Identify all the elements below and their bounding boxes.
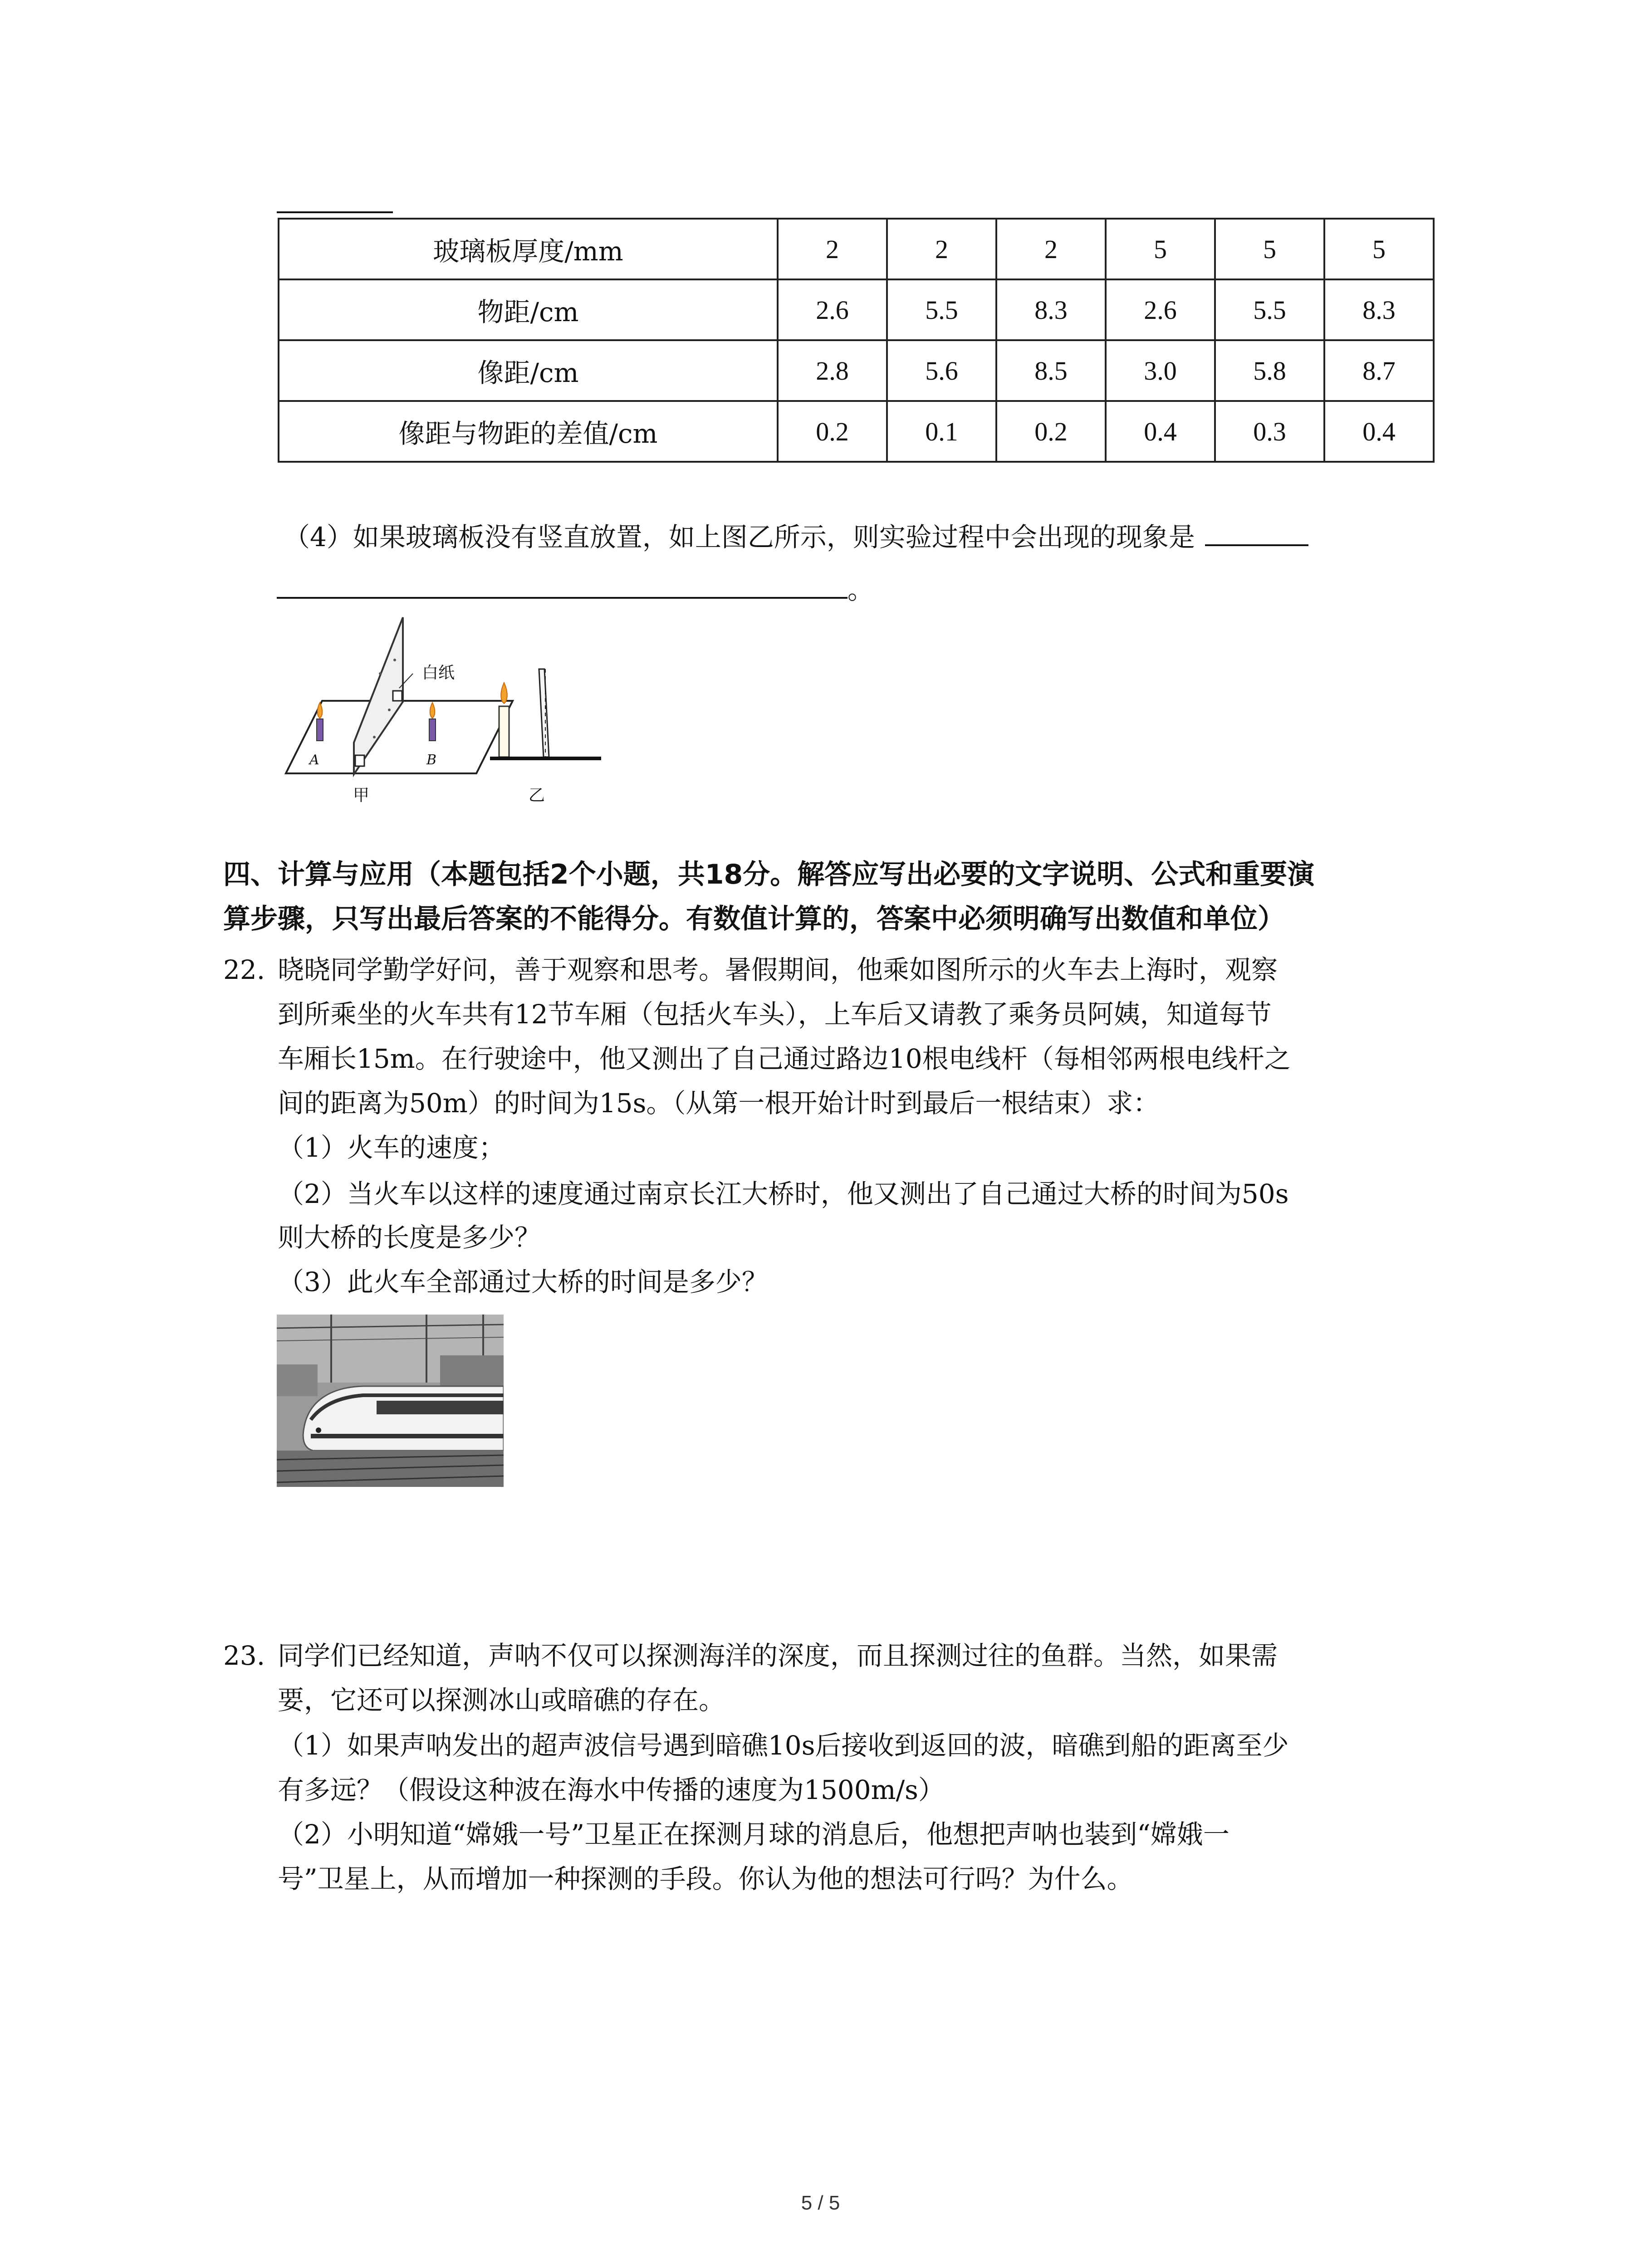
- table-cell: 8.5: [996, 340, 1106, 401]
- q22-sub2-line1: （2）当火车以这样的速度通过南京长江大桥时，他又测出了自己通过大桥的时间为50s: [278, 1178, 1289, 1209]
- candle-yi: [499, 706, 509, 757]
- label-paper: 白纸: [422, 664, 455, 682]
- table-cell: 0.2: [996, 401, 1106, 462]
- q23-sub1-line2: 有多远？（假设这种波在海水中传播的速度为1500m/s）: [278, 1774, 945, 1805]
- table-row: [279, 279, 1434, 340]
- table-cell: 8.7: [1324, 340, 1434, 401]
- q4-text: [284, 515, 1308, 559]
- q22-line-2: 到所乘坐的火车共有12节车厢（包括火车头），上车后又请教了乘务员阿姨，知道每节: [278, 999, 1272, 1030]
- train-photo: [277, 1315, 504, 1487]
- q4-text-line2: [277, 568, 874, 611]
- caption-jia: 甲: [353, 786, 370, 805]
- table-cell: 5.5: [1215, 279, 1324, 340]
- table-cell: 3.0: [1106, 340, 1215, 401]
- table-cell: 0.4: [1324, 401, 1434, 462]
- row-label: 像距与物距的差值/cm: [279, 401, 778, 462]
- candle-b: [429, 719, 436, 741]
- q4-answer-blank-2[interactable]: [277, 570, 847, 599]
- table-cell: 2: [778, 219, 887, 279]
- row-label: 像距/cm: [279, 340, 778, 401]
- row-label: 玻璃板厚度/mm: [279, 219, 778, 279]
- q23-line-1: 同学们已经知道，声呐不仅可以探测海洋的深度，而且探测过往的鱼群。当然，如果需: [278, 1640, 1278, 1671]
- q23-sub1-line1: （1）如果声呐发出的超声波信号遇到暗礁10s后接收到返回的波，暗礁到船的距离至少: [278, 1730, 1289, 1761]
- table-cell: 5: [1324, 219, 1434, 279]
- q22-sub1: （1）火车的速度；: [278, 1132, 505, 1163]
- q22-number: 22.: [223, 954, 265, 985]
- q23-sub2-line1: （2）小明知道“嫦娥一号”卫星正在探测月球的消息后，他想把声呐也装到“嫦娥一: [278, 1819, 1230, 1850]
- table-row: [279, 340, 1434, 401]
- table-cell: 0.1: [887, 401, 996, 462]
- table-cell: 2: [887, 219, 996, 279]
- table-cell: 2: [996, 219, 1106, 279]
- table-cell: 0.4: [1106, 401, 1215, 462]
- q23-line-2: 要，它还可以探测冰山或暗礁的存在。: [278, 1685, 725, 1716]
- section4-heading-line1: 四、计算与应用（本题包括2个小题，共18分。解答应写出必要的文字说明、公式和重要演: [223, 859, 1315, 890]
- table-cell: 5.5: [887, 279, 996, 340]
- experiment-data-table: [278, 218, 1435, 463]
- mirror-experiment-figure: [277, 606, 612, 814]
- table-cell: 2.8: [778, 340, 887, 401]
- q22-sub3: （3）此火车全部通过大桥的时间是多少？: [278, 1266, 768, 1297]
- table-cell: 2.6: [778, 279, 887, 340]
- table-cell: 0.3: [1215, 401, 1324, 462]
- table-row: [279, 219, 1434, 279]
- table-cell: 0.2: [778, 401, 887, 462]
- table-cell: 5.6: [887, 340, 996, 401]
- q4-end: 。: [847, 574, 874, 605]
- table-cell: 8.3: [996, 279, 1106, 340]
- label-a: A: [309, 752, 319, 768]
- q23-number: 23.: [223, 1640, 265, 1671]
- row-label: 物距/cm: [279, 279, 778, 340]
- table-cell: 5: [1215, 219, 1324, 279]
- table-cell: 5: [1106, 219, 1215, 279]
- q4-line1: （4）如果玻璃板没有竖直放置，如上图乙所示，则实验过程中会出现的现象是: [284, 522, 1195, 552]
- tilted-plate: [539, 669, 549, 757]
- caption-yi: 乙: [529, 786, 545, 805]
- table-cell: 5.8: [1215, 340, 1324, 401]
- q22-line-4: 间的距离为50m）的时间为15s。（从第一根开始计时到最后一根结束）求：: [278, 1088, 1160, 1119]
- q4-answer-blank-1[interactable]: [1205, 517, 1308, 546]
- table-row: [279, 401, 1434, 462]
- section4-heading-line2: 算步骤，只写出最后答案的不能得分。有数值计算的，答案中必须明确写出数值和单位）: [223, 903, 1285, 935]
- page-number: 5 / 5: [801, 2192, 840, 2214]
- q23-sub2-line2: 号”卫星上，从而增加一种探测的手段。你认为他的想法可行吗？为什么。: [278, 1863, 1133, 1894]
- q22-line-3: 车厢长15m。在行驶途中，他又测出了自己通过路边10根电线杆（每相邻两根电线杆之: [278, 1043, 1291, 1074]
- table-cell: 2.6: [1106, 279, 1215, 340]
- label-b: B: [426, 752, 437, 768]
- table-cell: 8.3: [1324, 279, 1434, 340]
- candle-a: [317, 719, 323, 741]
- q22-sub2-line2: 则大桥的长度是多少？: [278, 1222, 541, 1253]
- answer-blank-top: [277, 211, 393, 213]
- q22-line-1: 晓晓同学勤学好问，善于观察和思考。暑假期间，他乘如图所示的火车去上海时，观察: [278, 954, 1278, 985]
